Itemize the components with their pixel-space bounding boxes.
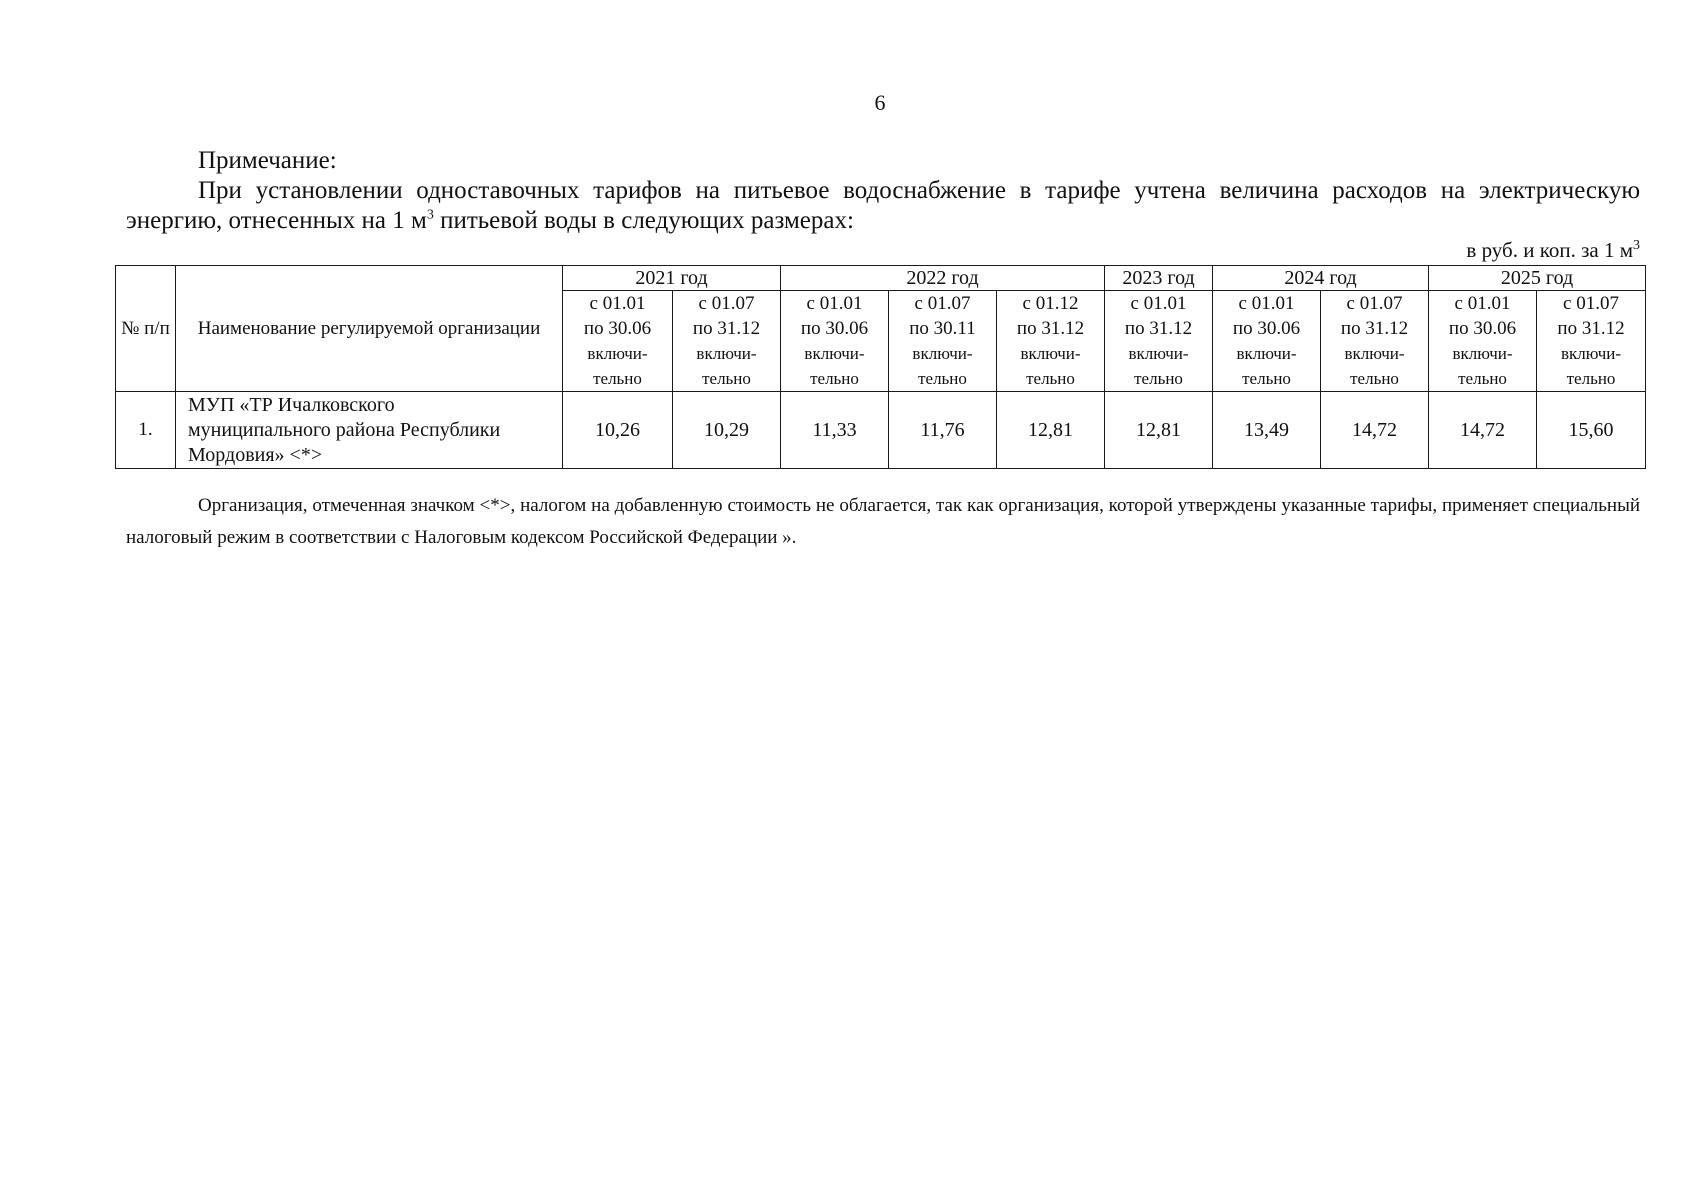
- tariff-value: 10,26: [563, 392, 673, 469]
- footnote: Организация, отмеченная значком <*>, налогом на добавленную стоимость не облагается, так как организация, которой утверждены указанные тарифы, применяет специальный налоговый режим в соответствии с Налоговым кодексом Российской Федерации ».: [126, 495, 1640, 548]
- units-superscript: 3: [1633, 238, 1640, 253]
- header-organization: Наименование регулируемой организации: [176, 266, 563, 392]
- tariff-value: 11,33: [781, 392, 889, 469]
- period-header: с 01.01 по 30.06 включи- тельно: [1429, 291, 1537, 392]
- note-text: При установлении одноставочных тарифов на питьевое водоснабжение в тарифе учтена величина расходов на электрическую энергию, отнесенных на 1 м: [126, 177, 1640, 234]
- row-organization: МУП «ТР Ичалковского муниципального района Республики Мордовия» <*>: [176, 392, 563, 469]
- period-header: с 01.01 по 30.06 включи- тельно: [781, 291, 889, 392]
- period-header: с 01.12 по 31.12 включи- тельно: [997, 291, 1105, 392]
- units-label: [1466, 238, 1640, 263]
- header-year-2025: 2025 год: [1429, 266, 1646, 291]
- period-header: с 01.07 по 31.12 включи- тельно: [1321, 291, 1429, 392]
- period-header: с 01.07 по 31.12 включи- тельно: [673, 291, 781, 392]
- table-header-years: [116, 266, 1646, 291]
- units-text: в руб. и коп. за 1 м: [1466, 238, 1633, 262]
- tariff-value: 14,72: [1429, 392, 1537, 469]
- note-heading: Примечание:: [198, 147, 337, 174]
- tariff-value: 14,72: [1321, 392, 1429, 469]
- tariff-value: 12,81: [997, 392, 1105, 469]
- period-header: с 01.01 по 30.06 включи- тельно: [1213, 291, 1321, 392]
- period-header: с 01.01 по 30.06 включи- тельно: [563, 291, 673, 392]
- period-header: с 01.07 по 30.11 включи- тельно: [889, 291, 997, 392]
- header-year-2021: 2021 год: [563, 266, 781, 291]
- page-number: 6: [874, 90, 886, 115]
- tariff-value: 11,76: [889, 392, 997, 469]
- note-paragraph: [126, 176, 1640, 236]
- tariff-value: 15,60: [1537, 392, 1646, 469]
- note-text-end: питьевой воды в следующих размерах:: [433, 207, 854, 234]
- header-year-2022: 2022 год: [781, 266, 1105, 291]
- row-number: 1.: [116, 392, 176, 469]
- tariff-value: 13,49: [1213, 392, 1321, 469]
- header-year-2024: 2024 год: [1213, 266, 1429, 291]
- note-superscript: 3: [426, 207, 434, 223]
- header-year-2023: 2023 год: [1105, 266, 1213, 291]
- period-header: с 01.07 по 31.12 включи- тельно: [1537, 291, 1646, 392]
- table-row: [116, 392, 1646, 469]
- tariff-value: 10,29: [673, 392, 781, 469]
- tariff-table: [115, 265, 1646, 469]
- note-block: [126, 146, 1640, 236]
- tariff-value: 12,81: [1105, 392, 1213, 469]
- period-header: с 01.01 по 31.12 включи- тельно: [1105, 291, 1213, 392]
- header-number: № п/п: [116, 266, 176, 392]
